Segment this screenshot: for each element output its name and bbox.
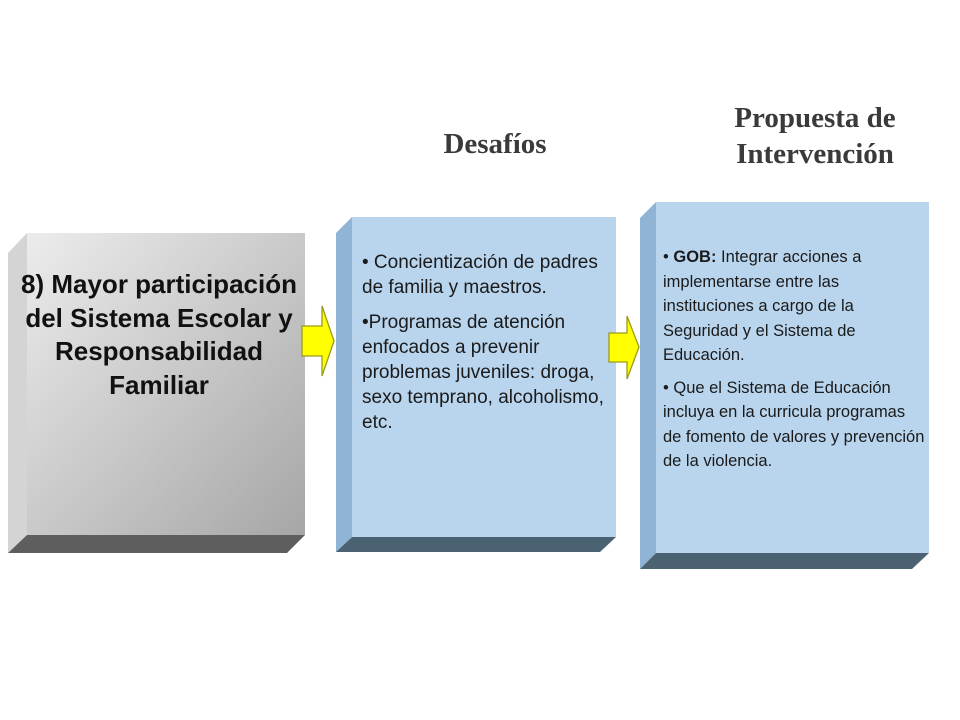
propuesta-heading: Propuesta de Intervención bbox=[734, 102, 896, 170]
propuesta-box-bottom-side bbox=[640, 553, 929, 569]
desafios-box-left-side bbox=[336, 217, 352, 552]
desafios-heading: Desafíos bbox=[443, 128, 547, 160]
propuesta-item-text: • Que el Sistema de Educación incluya en la curricula programas de fomento de valores y prevención de la violencia. bbox=[663, 378, 925, 470]
main-box-title: 8) Mayor participación del Sistema Escolar y Responsabilidad Familiar bbox=[21, 269, 297, 400]
propuesta-item-label: GOB: bbox=[673, 248, 717, 266]
desafios-box-bottom-side bbox=[336, 537, 616, 552]
main-box-bottom-side bbox=[8, 535, 305, 553]
propuesta-item bbox=[663, 376, 925, 474]
propuesta-item bbox=[663, 245, 925, 368]
desafios-list bbox=[362, 250, 612, 445]
propuesta-list bbox=[663, 245, 925, 482]
propuesta-item-text: Integrar acciones a implementarse entre las instituciones a cargo de la Seguridad y el Sistema de Educación. bbox=[663, 248, 862, 364]
propuesta-box-left-side bbox=[640, 202, 656, 569]
desafios-item: •Programas de atención enfocados a prevenir problemas juveniles: droga, sexo temprano, alcoholismo, etc. bbox=[362, 312, 604, 433]
desafios-item: • Concientización de padres de familia y maestros. bbox=[362, 252, 598, 298]
propuesta-item-bullet: • bbox=[663, 248, 674, 266]
arrow-1 bbox=[302, 306, 334, 376]
